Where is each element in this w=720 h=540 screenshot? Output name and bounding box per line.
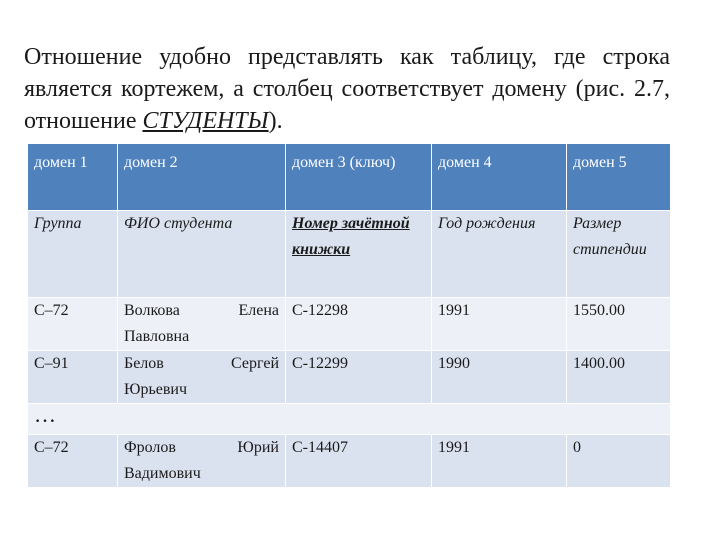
- stipend-cell: 1400.00: [567, 351, 671, 404]
- id-cell: С-12298: [286, 298, 432, 351]
- domain-cell: Год рождения: [432, 211, 567, 298]
- year-cell: 1991: [432, 435, 567, 488]
- header-cell: домен 3 (ключ): [286, 144, 432, 211]
- domain-key-cell: Номер зачётной книжки: [286, 211, 432, 298]
- ellipsis-cell: …: [28, 404, 671, 435]
- year-cell: 1990: [432, 351, 567, 404]
- domain-cell: ФИО студента: [118, 211, 286, 298]
- group-cell: С–91: [28, 351, 118, 404]
- relation-table: [27, 143, 671, 488]
- table-row: [28, 435, 671, 488]
- group-cell: С–72: [28, 435, 118, 488]
- domain-cell: Группа: [28, 211, 118, 298]
- header-row: [28, 144, 671, 211]
- name-cell: Волкова Елена Павловна: [118, 298, 286, 351]
- header-cell: домен 4: [432, 144, 567, 211]
- name-cell: Фролов Юрий Вадимович: [118, 435, 286, 488]
- intro-paragraph: [24, 41, 670, 137]
- stipend-cell: 1550.00: [567, 298, 671, 351]
- relation-name: СТУДЕНТЫ: [142, 108, 269, 134]
- id-cell: С-12299: [286, 351, 432, 404]
- group-cell: С–72: [28, 298, 118, 351]
- intro-text: Отношение удобно представлять как таблицу, где строка является кортежем, а столбец соответствует домену (рис. 2.7, отношение: [24, 44, 670, 134]
- table-row: [28, 298, 671, 351]
- header-cell: домен 5: [567, 144, 671, 211]
- header-cell: домен 2: [118, 144, 286, 211]
- ellipsis-row: [28, 404, 671, 435]
- stipend-cell: 0: [567, 435, 671, 488]
- table-row: [28, 351, 671, 404]
- header-cell: домен 1: [28, 144, 118, 211]
- year-cell: 1991: [432, 298, 567, 351]
- name-cell: Белов Сергей Юрьевич: [118, 351, 286, 404]
- domain-cell: Размер стипендии: [567, 211, 671, 298]
- domain-row: [28, 211, 671, 298]
- intro-end: ).: [268, 108, 283, 134]
- id-cell: С-14407: [286, 435, 432, 488]
